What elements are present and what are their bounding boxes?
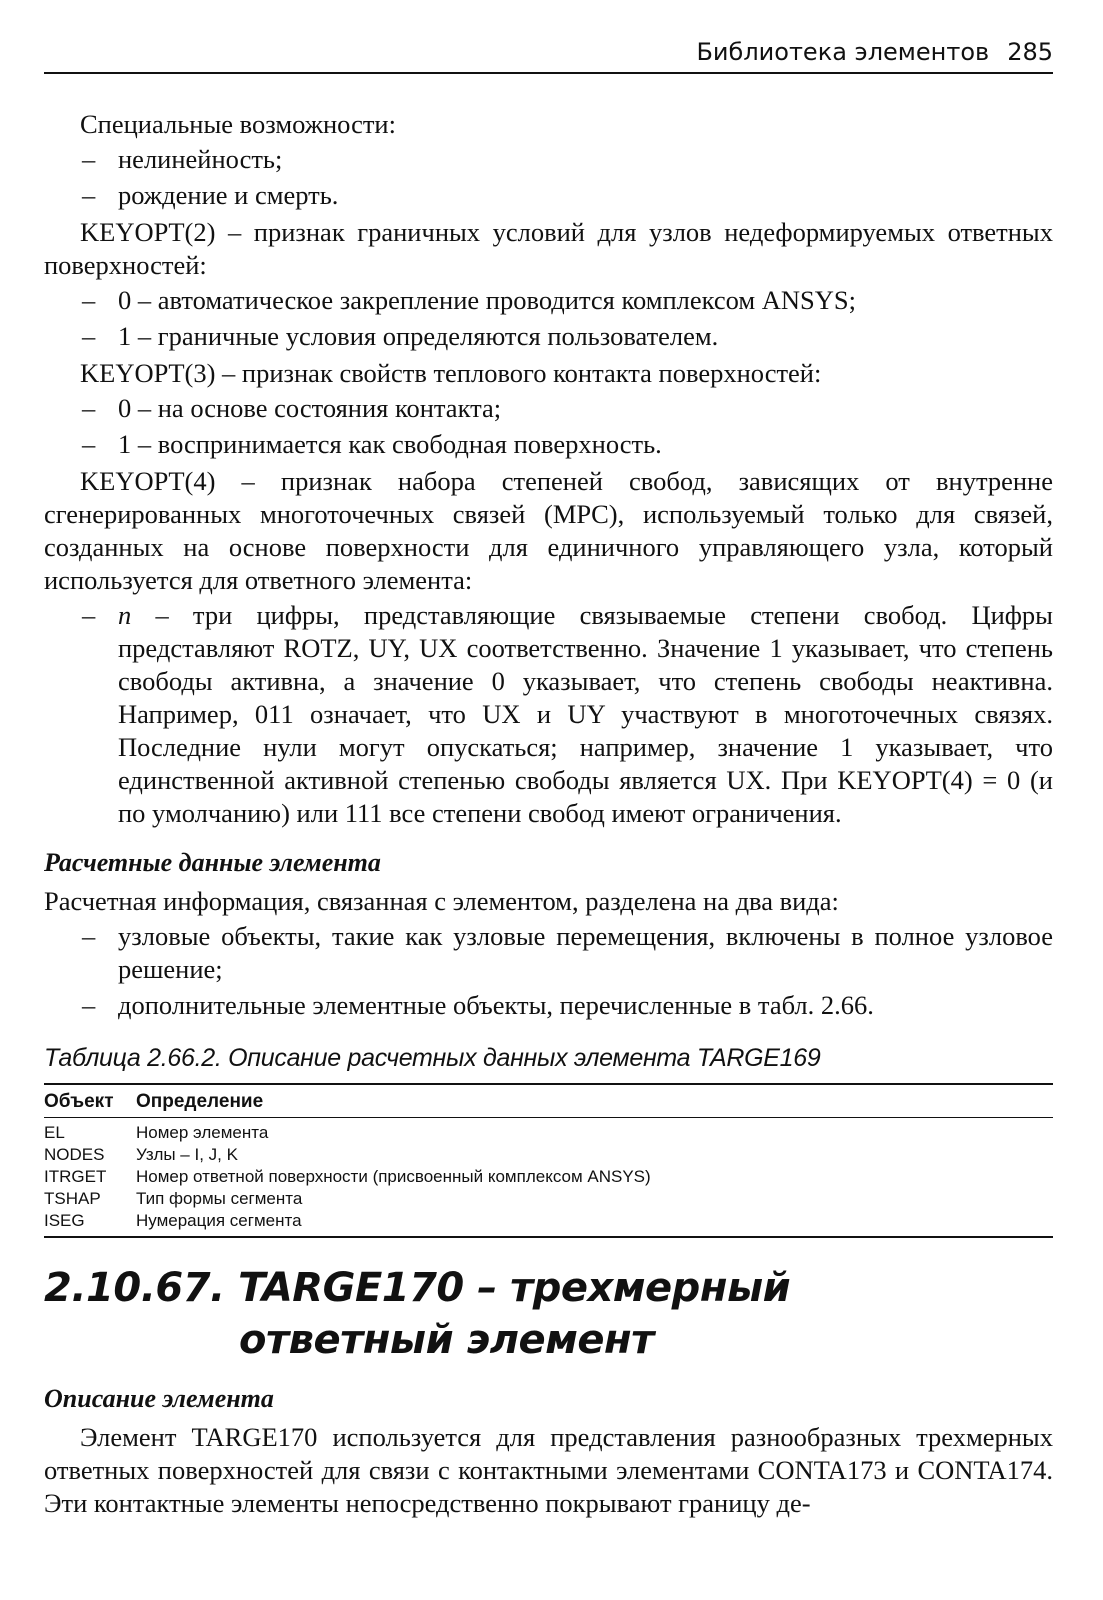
list-item: – 0 – на основе состояния контакта; (44, 392, 1053, 425)
list-item-text: – три цифры, представляющие связываемые степени свобод. Цифры представляют ROTZ, UY, UX соответственно. Значение 1 указывает, что степень свободы активна, а значение 0 указывает, что степень свободы неактивна. Например, 011 означает, что UX и UY участвуют в многоточечных связях. Последние нули могут опускаться; например, значение 1 указывает, что единственной активной степенью свободы является UX. При KEYOPT(4) = 0 (и по умолчанию) или 111 все степени свобод имеют ограничения. (118, 600, 1053, 828)
table-cell: TSHAP (44, 1189, 101, 1208)
description-heading: Описание элемента (44, 1384, 274, 1413)
keyopt3-list (44, 392, 1053, 461)
table-cell: Номер ответной поверхности (присвоенный комплексом ANSYS) (136, 1167, 651, 1186)
list-item: – рождение и смерть. (44, 179, 1053, 212)
list-item: – дополнительные элементные объекты, перечисленные в табл. 2.66. (44, 989, 1053, 1022)
table-cell: ISEG (44, 1211, 85, 1230)
keyopt2-paragraph: KEYOPT(2) – признак граничных условий для узлов недеформируемых ответных поверхностей: (44, 217, 1053, 280)
results-paragraph: Расчетная информация, связанная с элементом, разделена на два вида: (44, 886, 839, 916)
table-cell: ITRGET (44, 1167, 107, 1186)
running-header (44, 38, 1053, 74)
table-row (44, 1210, 1053, 1237)
table-row (44, 1144, 1053, 1166)
table-cell: Тип формы сегмента (136, 1189, 303, 1208)
list-item: – 0 – автоматическое закрепление проводится комплексом ANSYS; (44, 284, 1053, 317)
keyopt3-paragraph: KEYOPT(3) – признак свойств теплового контакта поверхностей: (80, 358, 822, 388)
table-cell: Номер элемента (136, 1123, 269, 1142)
table-cell: NODES (44, 1145, 105, 1164)
table-cell: Узлы – I, J, K (136, 1145, 238, 1164)
table-caption: Таблица 2.66.2. Описание расчетных данных элемента TARGE169 (44, 1044, 821, 1072)
special-features-list (44, 143, 1053, 212)
table-cell: Нумерация сегмента (136, 1211, 302, 1230)
keyopt4-list (44, 599, 1053, 830)
special-features-heading: Специальные возможности: (80, 109, 396, 139)
list-item: – нелинейность; (44, 143, 1053, 176)
list-item: – 1 – граничные условия определяются пользователем. (44, 320, 1053, 353)
list-item: – узловые объекты, такие как узловые перемещения, включены в полное узловое решение; (44, 920, 1053, 986)
page-number: 285 (1007, 38, 1053, 66)
section-title (44, 1262, 1053, 1366)
table-row (44, 1166, 1053, 1188)
keyopt2-list (44, 284, 1053, 353)
results-table (44, 1083, 1053, 1238)
list-item: – 1 – воспринимается как свободная поверхность. (44, 428, 1053, 461)
section-title-line1: 2.10.67. TARGE170 – трехмерный (44, 1265, 791, 1311)
running-header-title: Библиотека элементов (696, 38, 990, 66)
table-row (44, 1118, 1053, 1145)
table-header-definition: Определение (136, 1084, 1053, 1118)
description-paragraph: Элемент TARGE170 используется для представления разнообразных трехмерных ответных поверхностей для связи с контактными элементами CONTA173 и CONTA174. Эти контактные элементы непосредственно покрывают границу де- (44, 1422, 1053, 1518)
table-header-object: Объект (44, 1084, 136, 1118)
page-content (44, 108, 1053, 1520)
table-row (44, 1188, 1053, 1210)
list-item (44, 599, 1053, 830)
table-cell: EL (44, 1123, 65, 1142)
section-title-line2: ответный элемент (239, 1317, 654, 1363)
keyopt4-paragraph: KEYOPT(4) – признак набора степеней свобод, зависящих от внутренне сгенерированных многоточечных связей (MPC), используемый только для связей, созданных на основе поверхности для единичного управляющего узла, который используется для ответного элемента: (44, 466, 1053, 595)
table-header-row (44, 1084, 1053, 1118)
results-heading: Расчетные данные элемента (44, 848, 381, 877)
variable-n: n (118, 600, 132, 630)
results-list (44, 920, 1053, 1022)
